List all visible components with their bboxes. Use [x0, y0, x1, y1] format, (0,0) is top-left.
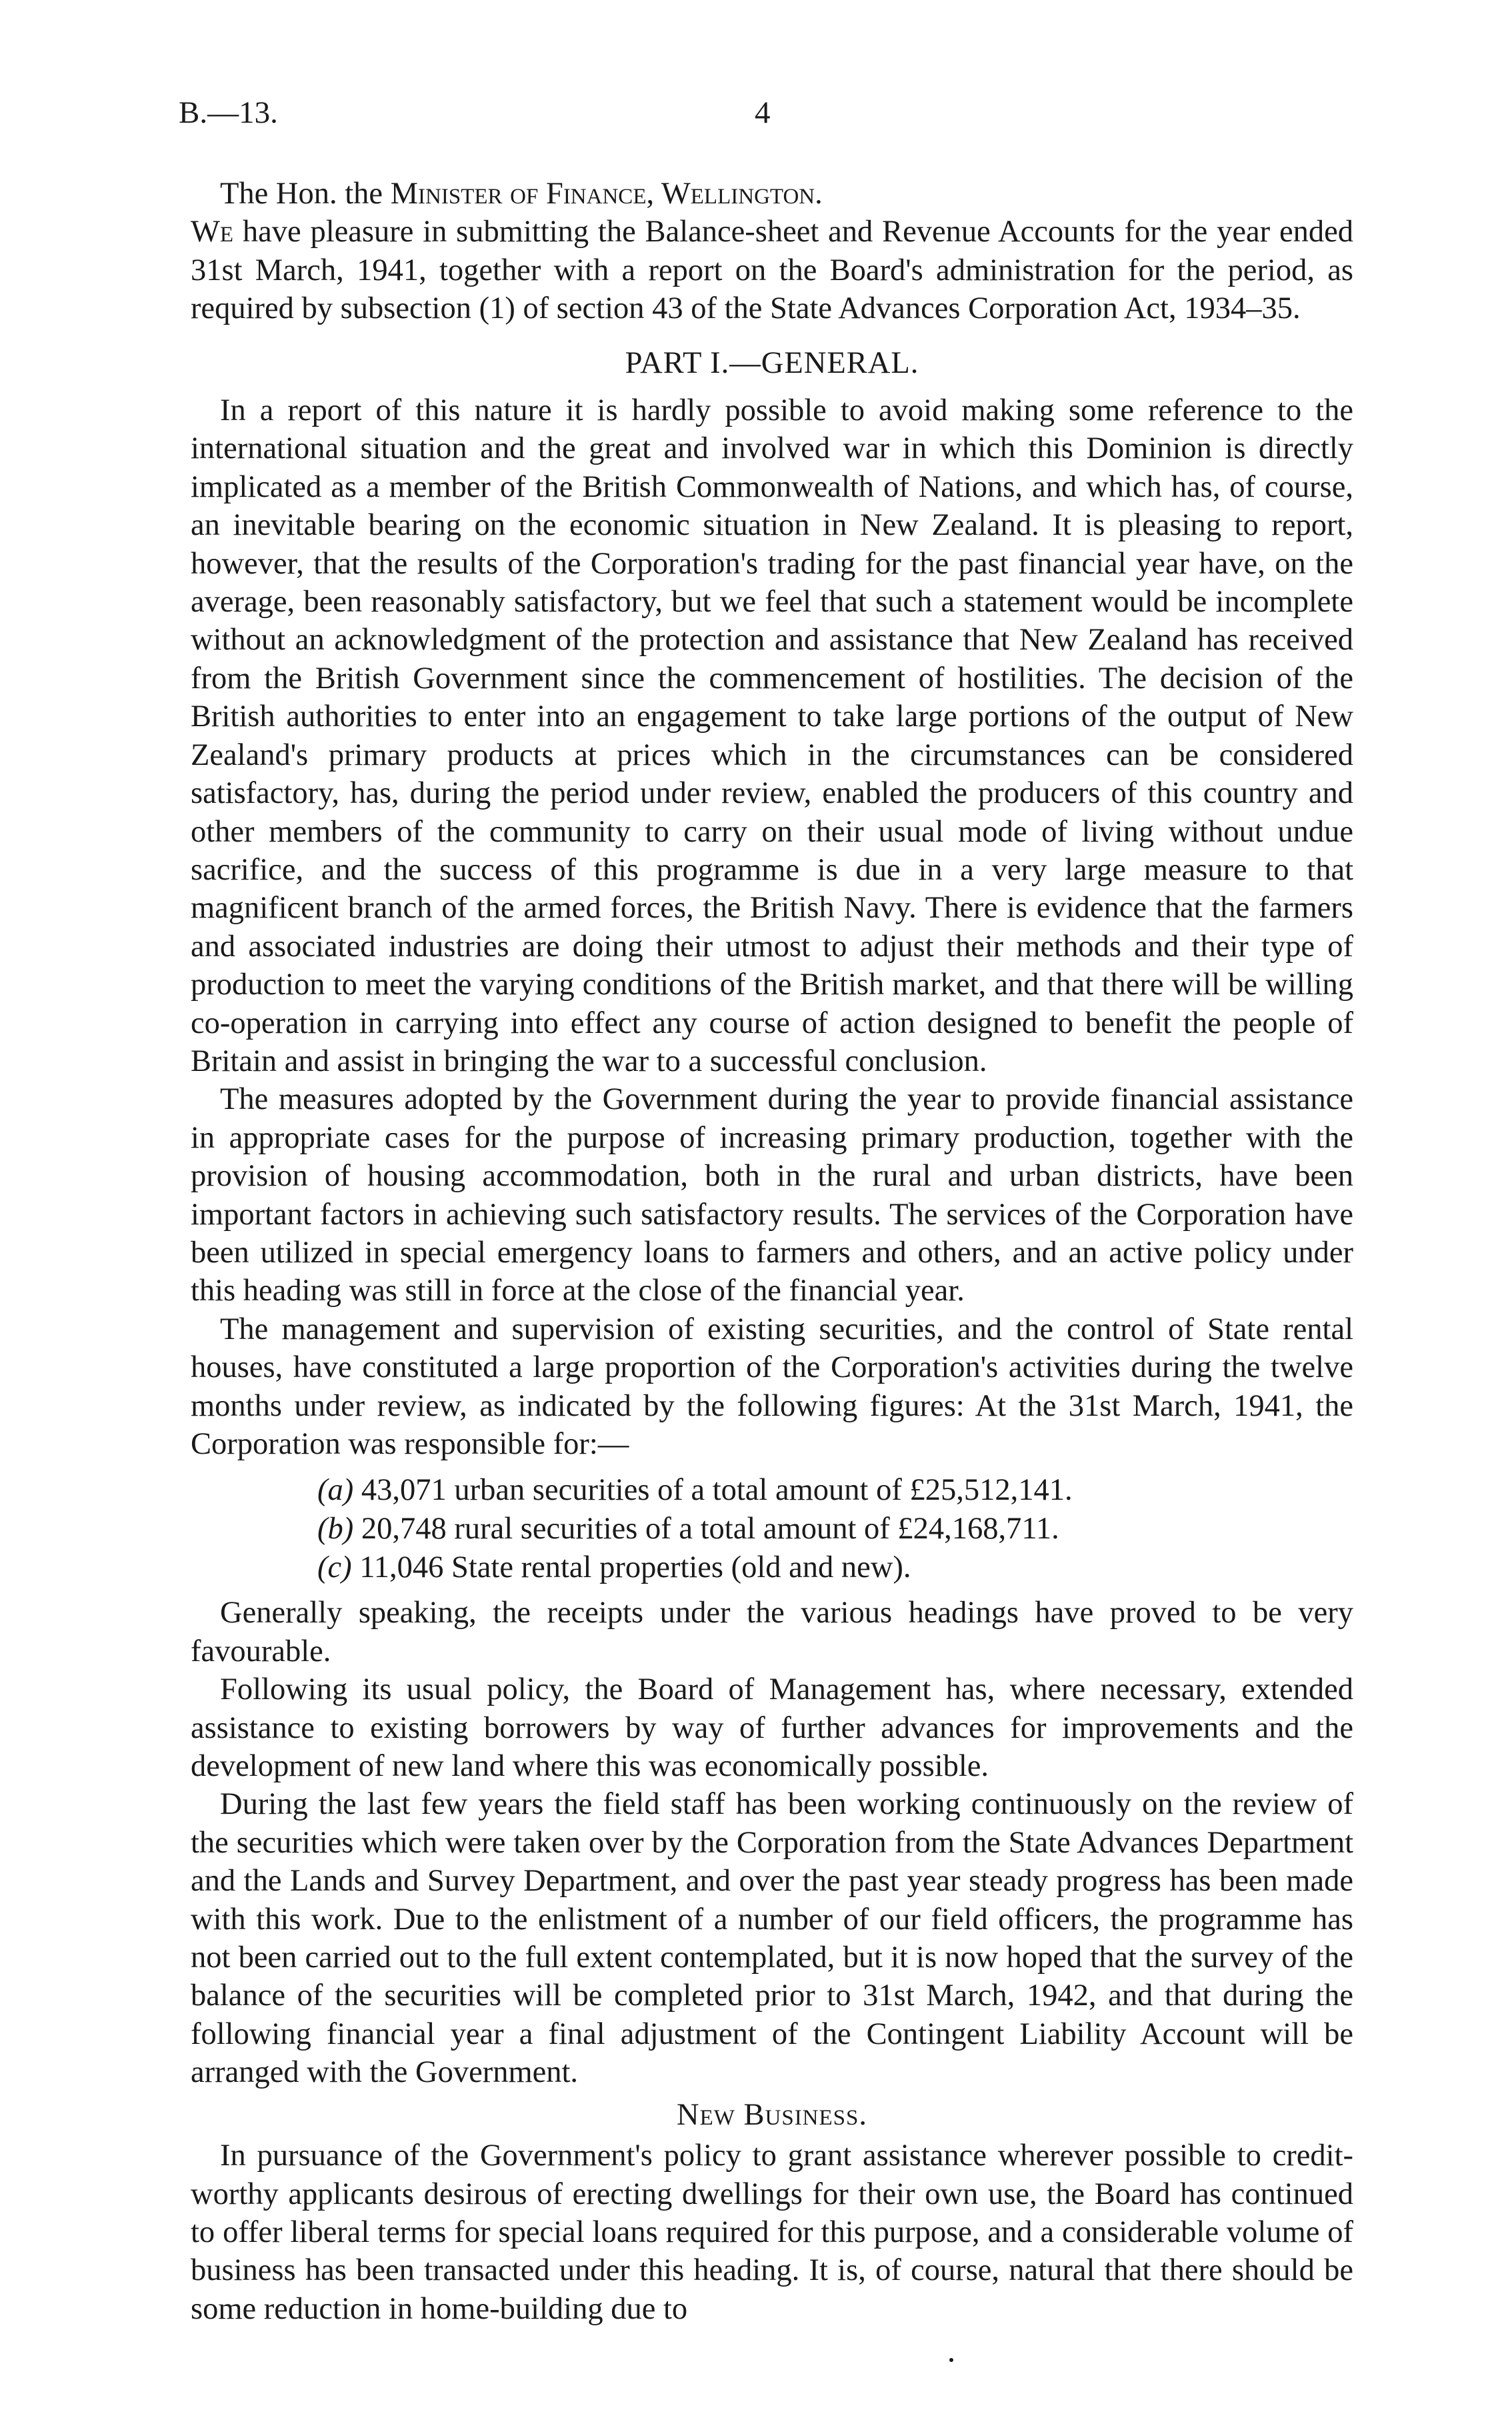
paragraph: During the last few years the field staff has been working continuously on the review of the securities which were taken over by the Corporation from the State Advances Department and the Lands and Survey Department, and over the past year steady progress has been made with this work. Due to the enlistment of a number of our field officers, the programme has not been carried out to the full extent contemplated, but it is now hoped that the survey of the balance of the securities will be completed prior to 31st March, 1942, and that during the following financial year a final adjustment of the Contingent Liability Account will be arranged with the Government.	[191, 1787, 1353, 2090]
paragraph: Generally speaking, the receipts under the various headings have proved to be very favourable.	[191, 1596, 1353, 1668]
section-heading: New Business.	[676, 2097, 868, 2132]
list-item-label: (c)	[317, 1550, 352, 1585]
list-item-label: (b)	[317, 1512, 354, 1546]
list-item	[191, 1471, 1353, 1510]
paragraph: In a report of this nature it is hardly possible to avoid making some reference to the international situation and the great and involved war in which this Dominion is directly implicated as a member of the British Commonwealth of Nations, and which has, of course, an inevitable bearing on the economic situation in New Zealand. It is pleasing to report, however, that the results of the Corporation's trading for the past financial year have, on the average, been reasonably satisfactory, but we feel that such a statement would be incomplete without an acknowledgment of the protection and assistance that New Zealand has received from the British Government since the commencement of hostilities. The decision of the British authorities to enter into an engagement to take large portions of the output of New Zealand's primary products at prices which in the circumstances can be considered satisfactory, has, during the period under review, enabled the producers of this country and other members of the community to carry on their usual mode of living without undue sacrifice, and the success of this programme is due in a very large measure to that magnificent branch of the armed forces, the British Navy. There is evidence that the farmers and associated industries are doing their utmost to adjust their methods and their type of production to meet the varying conditions of the British market, and that there will be willing co-operation in carrying into effect any course of action designed to benefit the people of Britain and assist in bringing the war to a successful conclusion.	[191, 393, 1353, 1078]
paragraph: In pursuance of the Government's policy to grant assistance wherever possible to credit-worthy applicants desirous of erecting dwellings for their own use, the Board has continued to offer liberal terms for special loans required for this purpose, and a considerable volume of business has been transacted under this heading. It is, of course, natural that there should be some reduction in home-building due to	[191, 2139, 1353, 2326]
paragraph: Following its usual policy, the Board of Management has, where necessary, extended assistance to existing borrowers by way of further advances for improvements and the development of new land where this was economically possible.	[191, 1672, 1353, 1784]
list-item-text: 11,046 State rental properties (old and new).	[359, 1550, 911, 1585]
list-item	[191, 1548, 1353, 1587]
list-item	[191, 1510, 1353, 1548]
page-number: 4	[755, 95, 771, 130]
printer-mark	[949, 2358, 953, 2362]
paragraph: The management and supervision of existing securities, and the control of State rental houses, have constituted a large proportion of the Corporation's activities during the twelve months under review, as indicated by the following figures: At the 31st March, 1941, the Corporation was responsible for:—	[191, 1312, 1353, 1461]
list-item-label: (a)	[317, 1473, 354, 1508]
opening-first-word: We	[191, 215, 234, 249]
list-item-text: 20,748 rural securities of a total amount of £24,168,711.	[361, 1512, 1059, 1546]
paragraph: The measures adopted by the Government during the year to provide financial assistance in appropriate cases for the purpose of increasing primary production, together with the provision of housing accommodation, both in the rural and urban districts, have been important factors in achieving such satisfactory results. The services of the Corporation have been utilized in special emergency loans to farmers and others, and an active policy under this heading was still in force at the close of the financial year.	[191, 1082, 1353, 1308]
securities-list	[191, 1471, 1353, 1587]
document-reference: B.—13.	[179, 95, 278, 130]
opening-text: have pleasure in submitting the Balance-sheet and Revenue Accounts for the year ended 31st March, 1941, together with a report on the Board's administration for the period, as required by subsection (1) of section 43 of the State Advances Corporation Act, 1934–35.	[191, 215, 1353, 326]
part-heading: PART I.—GENERAL.	[625, 345, 919, 380]
opening-paragraph	[191, 213, 1353, 327]
report-body	[191, 175, 1353, 2328]
list-item-text: 43,071 urban securities of a total amount of £25,512,141.	[361, 1473, 1073, 1508]
page-header	[179, 95, 1372, 141]
addressee-title: Minister of Finance, Wellington.	[390, 177, 823, 211]
addressee-prefix: The Hon. the	[220, 177, 391, 211]
addressee-line	[191, 175, 1353, 213]
